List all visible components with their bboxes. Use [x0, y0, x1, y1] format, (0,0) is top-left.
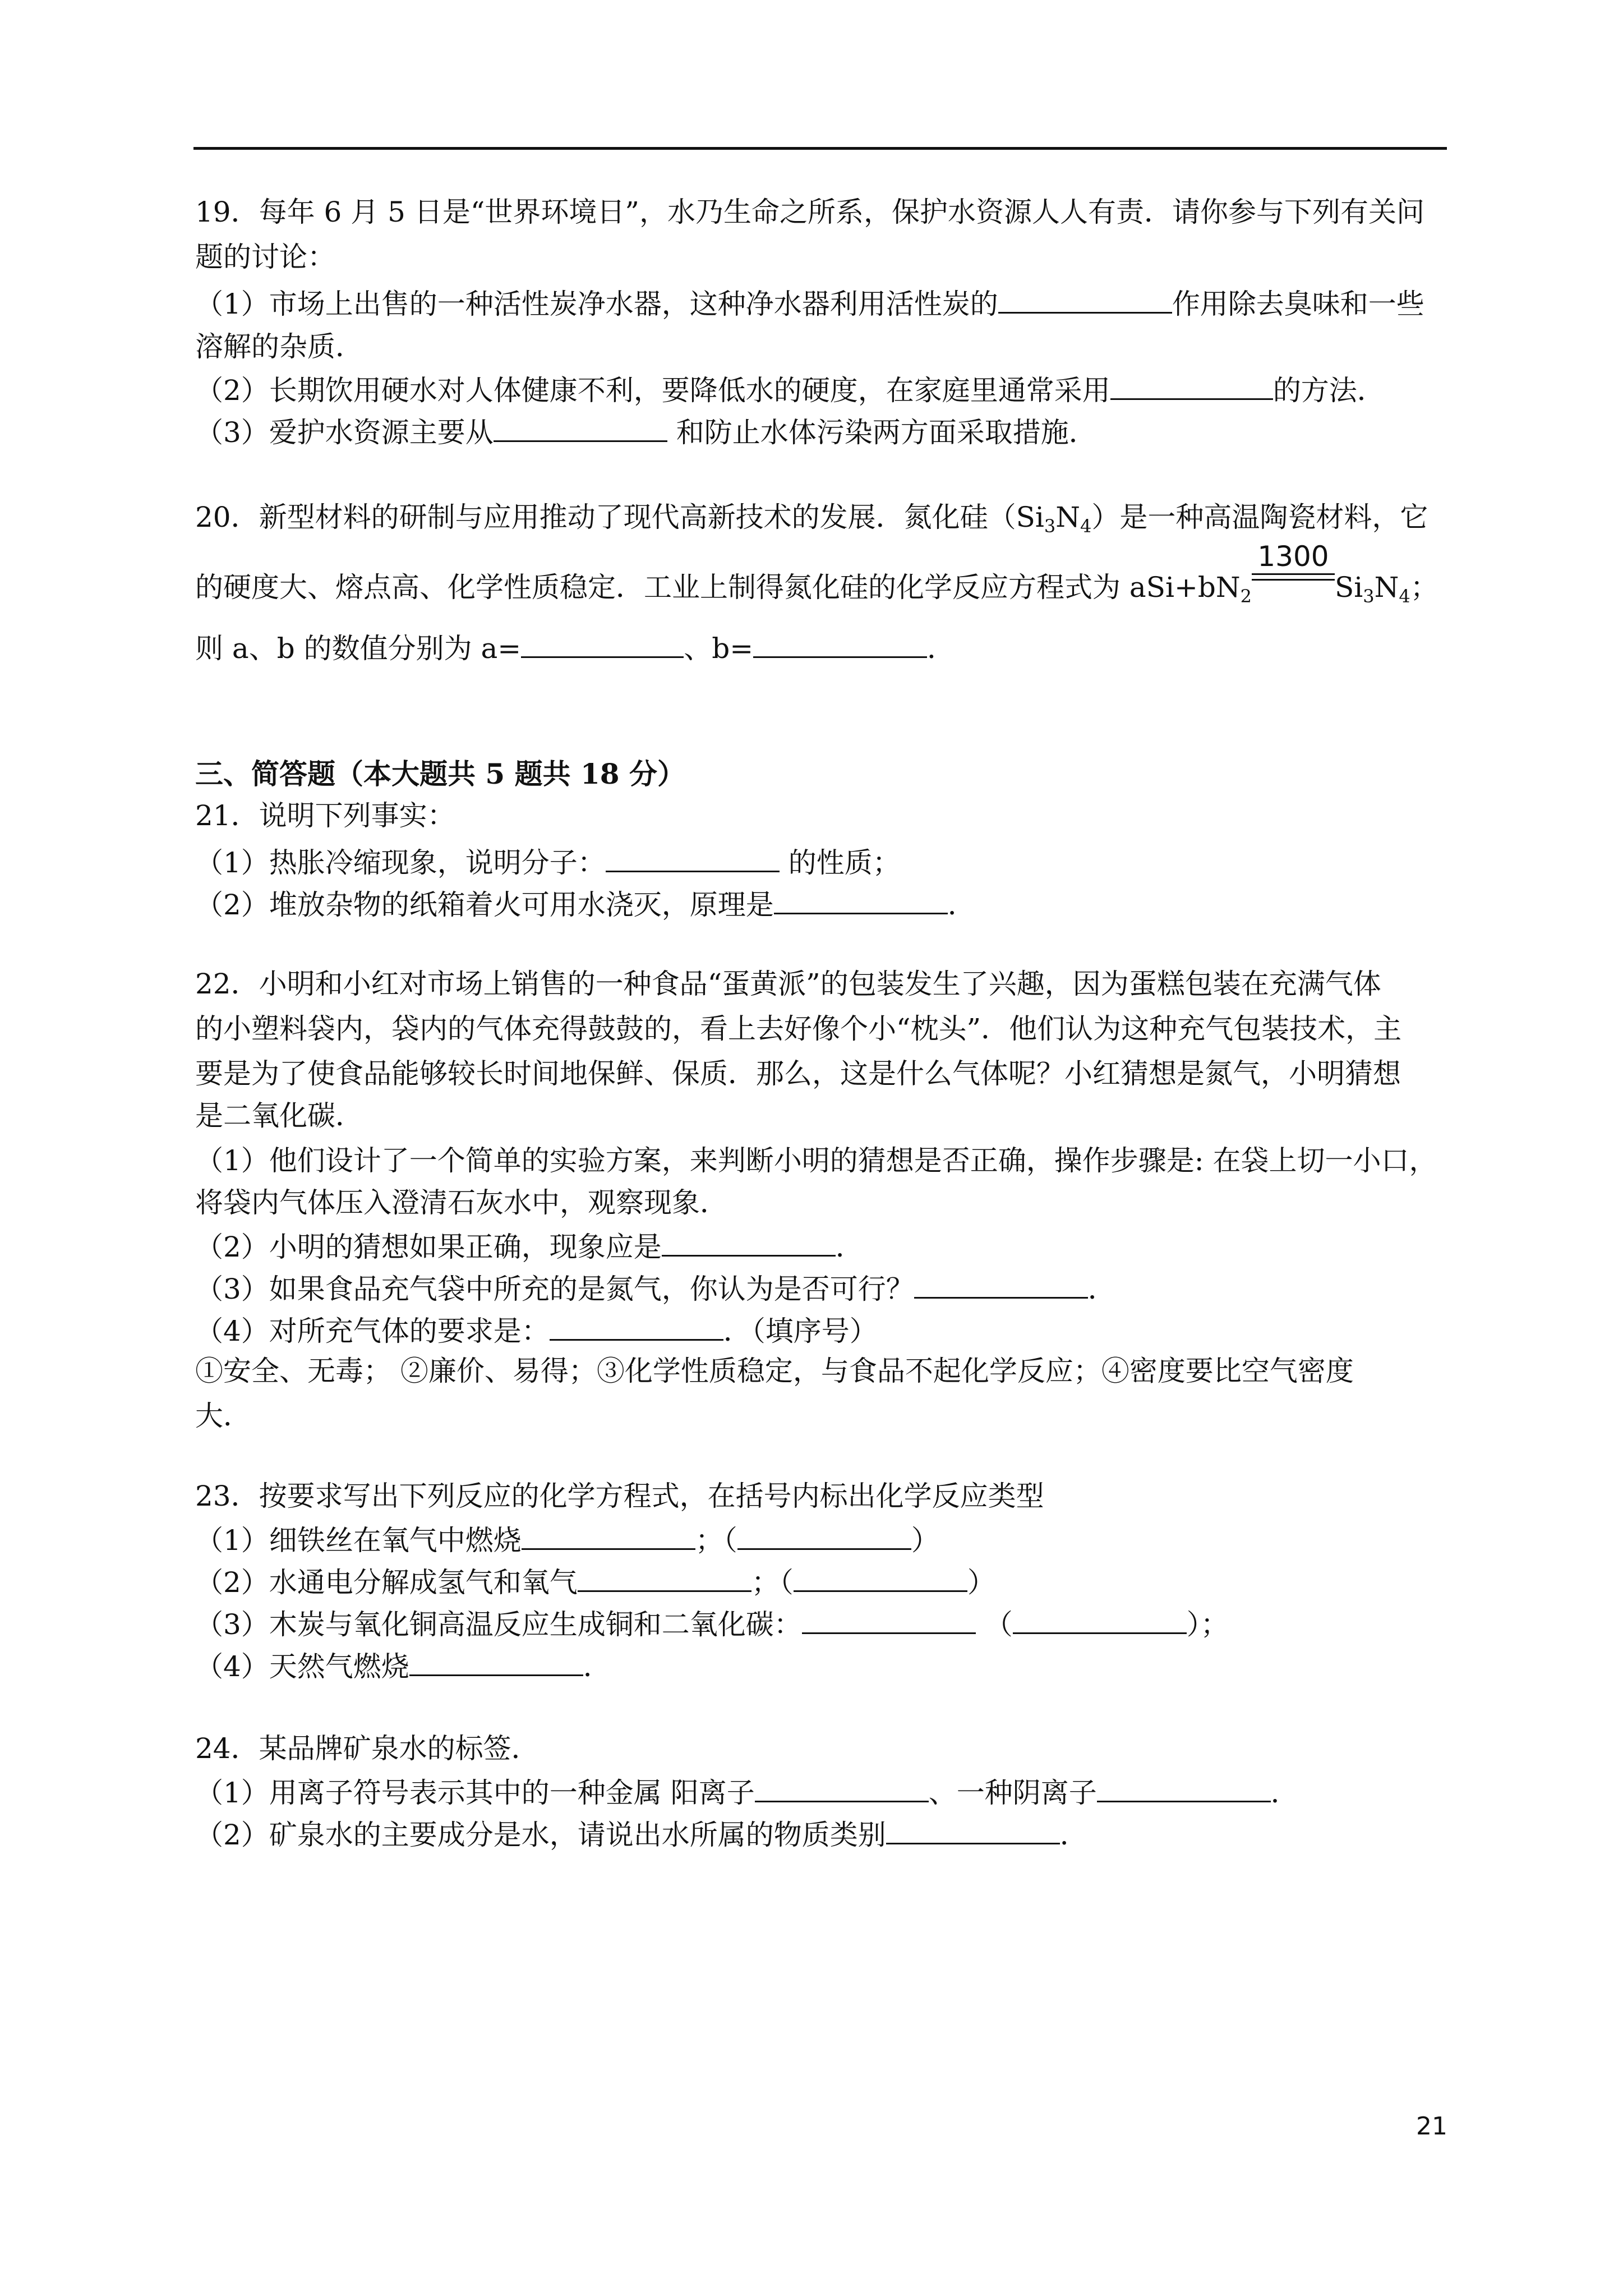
q23-part4: （4）天然气燃烧 ．: [195, 1646, 611, 1685]
answer-blank[interactable]: [521, 628, 684, 658]
answer-blank[interactable]: [494, 412, 667, 442]
header-rule: [193, 147, 1447, 150]
reaction-condition-arrow: 1300: [1252, 561, 1335, 597]
answer-blank[interactable]: [998, 284, 1172, 314]
q22-options: ①安全、无毒； ②廉价、易得；③化学性质稳定，与食品不起化学反应；④密度要比空气密度: [195, 1355, 1354, 1387]
answer-blank[interactable]: [409, 1646, 583, 1676]
answer-blank[interactable]: [774, 885, 948, 914]
answer-blank[interactable]: [755, 1773, 929, 1802]
answer-blank[interactable]: [753, 628, 927, 658]
answer-blank[interactable]: [522, 1520, 695, 1550]
answer-blank[interactable]: [662, 1227, 836, 1257]
q22-line1: 22．小明和小红对市场上销售的一种食品“蛋黄派”的包装发生了兴趣，因为蛋糕包装在充满气体: [195, 968, 1381, 1000]
q22-options-cont: 大．: [195, 1400, 251, 1432]
section-title: 三、简答题（本大题共 5 题共 18 分）: [195, 757, 685, 790]
q20-line3: 则 a、b 的数值分别为 a= 、b= ．: [195, 628, 955, 666]
q23-part2: （2）水通电分解成氢气和氧气 ；（ ）: [195, 1562, 995, 1600]
q23-title: 23．按要求写出下列反应的化学方程式，在括号内标出化学反应类型: [195, 1480, 1044, 1512]
q22-part4: （4）对所充气体的要求是： ．（填序号）: [195, 1311, 878, 1349]
q19-part1: （1）市场上出售的一种活性炭净水器，这种净水器利用活性炭的 作用除去臭味和一些: [195, 284, 1424, 322]
answer-blank[interactable]: [1097, 1773, 1271, 1802]
q22-line4: 是二氧化碳．: [195, 1099, 363, 1132]
q20-line2: 的硬度大、熔点高、化学性质稳定．工业上制得氮化硅的化学反应方程式为 $aSi+bN_2$ 1300 $Si_3N_4$；: [195, 540, 1438, 607]
q23-part1: （1）细铁丝在氧气中燃烧 ；（ ）: [195, 1520, 939, 1558]
answer-blank[interactable]: [550, 1311, 723, 1341]
answer-blank[interactable]: [914, 1269, 1088, 1299]
answer-blank[interactable]: [794, 1562, 967, 1592]
q21-part1: （1）热胀冷缩现象，说明分子： 的性质；: [195, 843, 901, 881]
answer-blank[interactable]: [1013, 1604, 1187, 1634]
q21-part2: （2）堆放杂物的纸箱着火可用水浇灭，原理是 ．: [195, 885, 976, 923]
q19-part2: （2）长期饮用硬水对人体健康不利，要降低水的硬度，在家庭里通常采用 的方法．: [195, 370, 1385, 408]
q22-part1: （1）他们设计了一个简单的实验方案，来判断小明的猜想是否正确，操作步骤是: 在袋上切一小口，: [195, 1144, 1437, 1177]
q19-intro-line2: 题的讨论：: [195, 241, 335, 273]
q19-intro-line1: 19．每年 6 月 5 日是“世界环境日”，水乃生命之所系，保护水资源人人有责．请你参与下列有关问: [195, 196, 1424, 228]
answer-blank[interactable]: [802, 1604, 976, 1634]
q23-part3: （3）木炭与氧化铜高温反应生成铜和二氧化碳： （ ）；: [195, 1604, 1229, 1642]
q21-title: 21．说明下列事实：: [195, 799, 455, 832]
q22-line3: 要是为了使食品能够较长时间地保鲜、保质．那么，这是什么气体呢？小红猜想是氮气，小明猜想: [195, 1057, 1401, 1090]
answer-blank[interactable]: [737, 1520, 911, 1550]
q22-part1-cont: 将袋内气体压入澄清石灰水中，观察现象．: [195, 1186, 728, 1219]
q24-part1: （1）用离子符号表示其中的一种金属 阳离子 、一种阴离子 ．: [195, 1773, 1299, 1811]
answer-blank[interactable]: [1110, 370, 1273, 400]
q22-part2: （2）小明的猜想如果正确，现象应是 ．: [195, 1227, 864, 1265]
q19-part1-cont: 溶解的杂质．: [195, 330, 363, 363]
q24-part2: （2）矿泉水的主要成分是水，请说出水所属的物质类别 ．: [195, 1815, 1088, 1853]
q19-part3: （3）爱护水资源主要从 和防止水体污染两方面采取措施．: [195, 412, 1097, 450]
answer-blank[interactable]: [606, 843, 780, 872]
q22-line2: 的小塑料袋内，袋内的气体充得鼓鼓的，看上去好像个小“枕头”．他们认为这种充气包装技术，主: [195, 1013, 1402, 1045]
answer-blank[interactable]: [886, 1815, 1060, 1844]
page-number: 21: [1416, 2112, 1447, 2141]
q24-title: 24．某品牌矿泉水的标签．: [195, 1732, 540, 1765]
q22-part3: （3）如果食品充气袋中所充的是氮气，你认为是否可行？ ．: [195, 1269, 1116, 1307]
answer-blank[interactable]: [578, 1562, 751, 1592]
q20-line1: 20．新型材料的研制与应用推动了现代高新技术的发展．氮化硅$(Si_3N_4)$是一种高温陶瓷材料，它: [195, 501, 1428, 537]
